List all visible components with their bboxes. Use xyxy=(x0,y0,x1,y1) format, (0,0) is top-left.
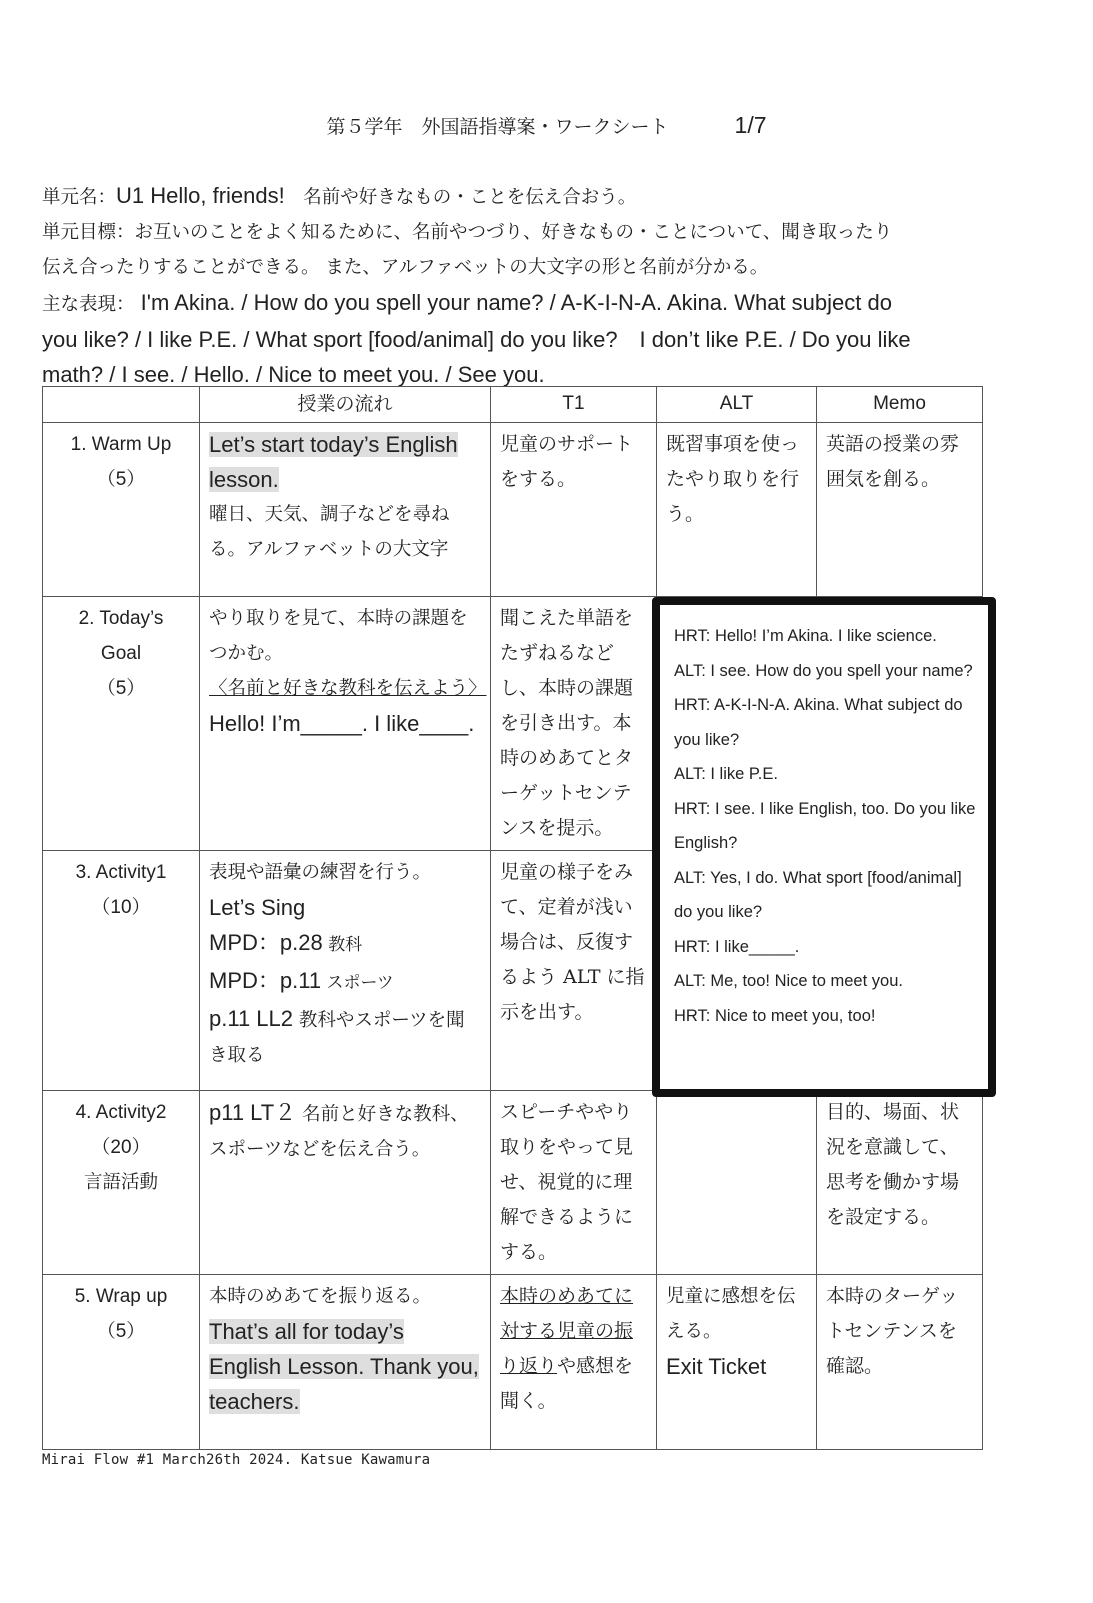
flow-cell xyxy=(200,1091,491,1275)
stage-time: （5） xyxy=(96,469,146,490)
stage-label: 1. Warm Up xyxy=(70,434,172,455)
alt-cell xyxy=(657,1275,817,1450)
expressions-text-1: I'm Akina. / How do you spell your name? / A-K-I-N-A. Akina. What subject do xyxy=(134,290,892,315)
stage-label: 2. Today’s xyxy=(78,608,164,629)
ll2-item xyxy=(209,1001,481,1073)
stage-time: （10） xyxy=(91,897,151,918)
t1-cell xyxy=(491,1275,657,1450)
flow-cell xyxy=(200,597,491,851)
flow-japanese: 表現や語彙の練習を行う。 xyxy=(209,862,432,883)
ll2-ref: p.11 LL2 xyxy=(209,1006,294,1031)
mpd-topic: 教科 xyxy=(322,935,363,955)
header-flow: 授業の流れ xyxy=(200,387,491,423)
stage-cell xyxy=(43,1275,200,1450)
dialogue-line: HRT: I like_____. xyxy=(674,937,800,956)
expressions-label: 主な表現： xyxy=(42,294,135,315)
dialogue-line: HRT: A-K-I-N-A. Akina. What subject do you like? xyxy=(674,696,963,749)
t1-underlined: 本時のめあてに対する児童の振り返り xyxy=(500,1285,634,1377)
flow-japanese: 名前と好きな教科、スポーツなどを伝え合う。 xyxy=(209,1104,469,1160)
flow-cell xyxy=(200,423,491,597)
header-stage xyxy=(43,387,200,423)
ll2-topic: 教科やスポーツを聞き取る xyxy=(209,1010,465,1066)
unit-title-en: U1 Hello, friends! xyxy=(116,183,285,208)
stage-label: 3. Activity1 xyxy=(75,862,167,883)
unit-goal-line-1: 単元目標：お互いのことをよく知るために、名前やつづり、好きなもの・ことについて、聞き取ったり xyxy=(42,222,893,243)
target-sentence: Hello! I’m_____. I like____. xyxy=(209,711,475,736)
flow-japanese: 曜日、天気、調子などを尋ねる。アルファベットの大文字 xyxy=(209,504,450,560)
memo-cell: 目的、場面、状況を意識して、思考を働かす場を設定する。 xyxy=(817,1091,983,1275)
table-row-wrapup xyxy=(43,1275,983,1450)
alt-cell xyxy=(657,1091,817,1275)
flow-cell xyxy=(200,851,491,1091)
dialogue-box xyxy=(652,597,996,1097)
t1-cell: 児童の様子をみて、定着が浅い場合は、反復するよう ALT に指示を出す。 xyxy=(491,851,657,1091)
unit-label: 単元名： xyxy=(42,187,117,208)
expressions-line-3: math? / I see. / Hello. / Nice to meet you. / See you. xyxy=(42,362,545,387)
lt2-ref: p11 LT２ xyxy=(209,1100,297,1125)
unit-intro xyxy=(42,178,1002,392)
stage-cell xyxy=(43,423,200,597)
table-header-row xyxy=(43,387,983,423)
dialogue-line: ALT: Yes, I do. What sport [food/animal] do you like? xyxy=(674,868,962,921)
stage-label-2: Goal xyxy=(100,643,142,664)
alt-cell: 既習事項を使ったやり取りを行う。 xyxy=(657,423,817,597)
stage-cell xyxy=(43,597,200,851)
dialogue-line: HRT: I see. I like English, too. Do you like English? xyxy=(674,799,976,852)
alt-japanese: 児童に感想を伝える。 xyxy=(666,1286,796,1342)
lets-sing: Let’s Sing xyxy=(209,895,306,920)
t1-cell: スピーチややり取りをやって見せ、視覚的に理解できるようにする。 xyxy=(491,1091,657,1275)
memo-cell: 英語の授業の雰囲気を創る。 xyxy=(817,423,983,597)
stage-time: （5） xyxy=(96,1321,146,1342)
dialogue-line: ALT: I see. How do you spell your name? xyxy=(674,661,973,680)
flow-english: Let’s start today’s English lesson. xyxy=(209,432,458,492)
document-title xyxy=(0,112,1093,139)
table-row-activity2 xyxy=(43,1091,983,1275)
stage-cell xyxy=(43,851,200,1091)
stage-cell xyxy=(43,1091,200,1275)
mpd-ref: MPD：p.28 xyxy=(209,930,323,955)
page-number: 1/7 xyxy=(734,112,767,138)
mpd-ref: MPD：p.11 xyxy=(209,968,322,993)
exit-ticket: Exit Ticket xyxy=(666,1354,767,1379)
t1-rest: や感想を聞く。 xyxy=(500,1355,634,1412)
stage-label: 5. Wrap up xyxy=(74,1286,168,1307)
footer-credit: Mirai Flow #1 March26th 2024. Katsue Kawamura xyxy=(42,1452,431,1468)
flow-japanese: 本時のめあてを振り返る。 xyxy=(209,1286,432,1307)
header-memo: Memo xyxy=(817,387,983,423)
memo-cell: 本時のターゲットセンテンスを確認。 xyxy=(817,1275,983,1450)
expressions-line-1 xyxy=(42,285,1002,322)
flow-cell xyxy=(200,1275,491,1450)
expressions-line-2: you like? / I like P.E. / What sport [food/animal] do you like? I don’t like P.E. / Do you like xyxy=(42,327,911,352)
table-row-warmup xyxy=(43,423,983,597)
title-text: 第５学年 外国語指導案・ワークシート xyxy=(326,116,669,138)
header-t1: T1 xyxy=(491,387,657,423)
stage-time: （5） xyxy=(96,678,146,699)
mpd-item-2 xyxy=(209,963,481,1001)
dialogue-line: HRT: Hello! I’m Akina. I like science. xyxy=(674,627,937,645)
unit-title-jp: 名前や好きなもの・ことを伝え合おう。 xyxy=(284,187,637,208)
lesson-aim: 〈名前と好きな教科を伝えよう〉 xyxy=(209,678,487,699)
mpd-topic: スポーツ xyxy=(321,973,394,993)
flow-english: That’s all for today’s English Lesson. Thank you, teachers. xyxy=(209,1319,479,1414)
mpd-item-1 xyxy=(209,925,481,963)
dialogue-line: HRT: Nice to meet you, too! xyxy=(674,1006,876,1025)
flow-japanese: やり取りを見て、本時の課題をつかむ。 xyxy=(209,608,468,664)
dialogue-line: ALT: I like P.E. xyxy=(674,765,778,783)
unit-name-line xyxy=(42,178,1002,215)
stage-label: 4. Activity2 xyxy=(75,1102,167,1123)
stage-time: （20） xyxy=(91,1137,151,1158)
unit-goal-line-2: 伝え合ったりすることができる。 また、アルファベットの大文字の形と名前が分かる。 xyxy=(42,257,769,278)
header-alt: ALT xyxy=(657,387,817,423)
dialogue-line: ALT: Me, too! Nice to meet you. xyxy=(674,972,903,990)
stage-subtitle: 言語活動 xyxy=(83,1172,158,1193)
t1-cell: 聞こえた単語をたずねるなどし、本時の課題を引き出す。本時のめあてとターゲットセンテンスを提示。 xyxy=(491,597,657,851)
t1-cell: 児童のサポートをする。 xyxy=(491,423,657,597)
